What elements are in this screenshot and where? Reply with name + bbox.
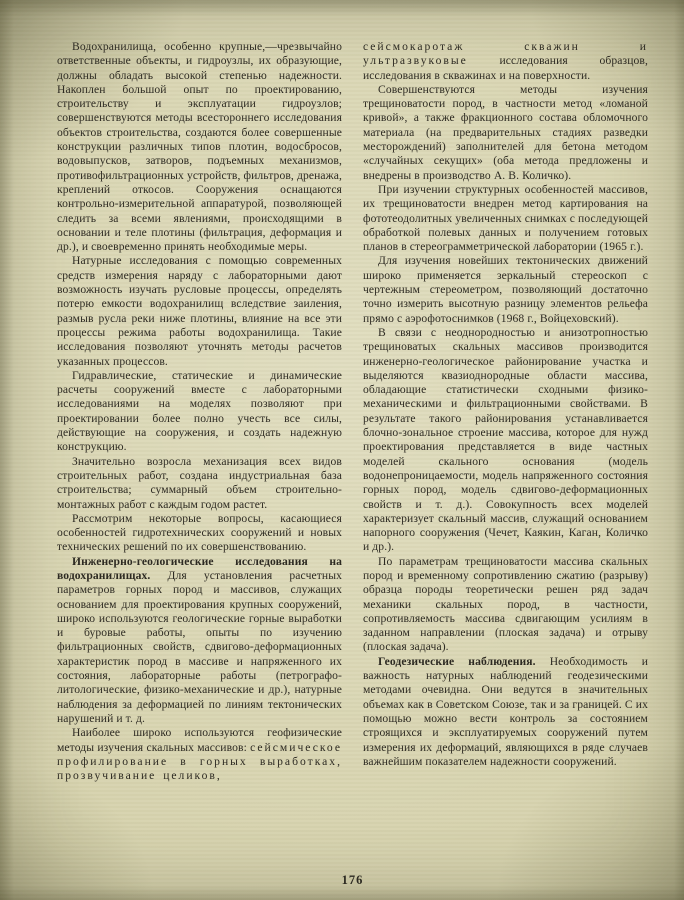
paragraph xyxy=(57,726,342,783)
text-segment: При изучении структурных особенностей массивов, их трещиноватости внедрен метод картирования на фототеодолитных увеличенных снимках с последующей обработкой полевых данных и получением готовых планов в стереограмметрической лаборатории (1965 г.). xyxy=(363,182,648,254)
run-in-heading: Инженерно-геологические исследования на водохранилищах. xyxy=(57,554,342,582)
text-segment: исследования образцов, исследования в скважинах и на поверхности. xyxy=(363,54,648,82)
text-segment: Натурные исследования с помощью современных средств измерения наряду с лабораторными дают возможность изучать русловые процессы, определять потерю емкости водохранилищ вследствие заиления, размыв русла реки ниже плотины, влияние на все эти процессы режима работы водохранилища. Такие исследования позволяют уточнять методы расчетов указанных процессов. xyxy=(57,254,342,368)
paragraph xyxy=(57,512,342,555)
text-segment: Гидравлические, статические и динамические расчеты сооружений вместе с лабораторными исследованиями на моделях позволяют при проектировании более полно учесть все силы, действующие на сооружения, и создать надежную конструкцию. xyxy=(57,368,342,454)
text-segment: Для изучения новейших тектонических движений широко применяется зеркальный стереоскоп с чертежным стереометром, позволяющий достаточно точно измерить высотную разницу элементов рельефа прямо с аэрофотоснимков (1968 г., Войцеховский). xyxy=(363,254,648,325)
page-number: 176 xyxy=(341,873,364,887)
left-column xyxy=(57,40,342,783)
paragraph xyxy=(363,183,648,254)
text-block xyxy=(57,40,648,783)
paragraph xyxy=(363,555,648,655)
paragraph xyxy=(57,254,342,368)
text-segment: В связи с неоднородностью и анизотропностью трещиноватых скальных массивов производится инженерно-геологическое районирование участка и выделяются квазиоднородные области массива, обладающие статистически сходными физико-механическими и фильтрационными свойствами. В результате такого районирования устанавливается блочно-зональное строение массива, которое для нужд проектирования представляется в виде частных моделей скального основания (модель водонепроницаемости, модель напряженного состояния горных пород, модель сдвигово-деформационных свойств и т. д.). Совокупность всех моделей характеризует скальный массив, служащий основанием напорного сооружения (Чечет, Каякин, Каган, Количко и др.). xyxy=(363,325,648,554)
paragraph xyxy=(363,326,648,555)
paragraph xyxy=(57,369,342,455)
text-segment: Необходимость и важность натурных наблюдений геодезическими методами очевидна. Они ведутся в значительных объемах как в Советском Союзе, так и за границей. С их помощью можно вести контроль за состоянием строящихся и эксплуатируемых сооружений путем измерения их деформаций, являющихся в ряде случаев важнейшим показателем надежности сооружений. xyxy=(363,654,649,768)
paragraph xyxy=(57,40,342,254)
text-segment: Рассмотрим некоторые вопросы, касающиеся особенностей гидротехнических сооружений и новых технических решений по их совершенствованию. xyxy=(57,511,342,554)
text-segment: По параметрам трещиноватости массива скальных пород и временному сопротивлению сжатию (разрыву) образца породы теоретически решен ряд задач механики скальных пород, в частности, сопротивляемость массива сдвигающим усилиям в заданном направлении (плоская задача) и отрыву (плоская задача). xyxy=(363,554,648,654)
right-column xyxy=(363,40,648,783)
text-segment: сейсмокаротаж скважин и ультразвуковые xyxy=(363,40,648,68)
paragraph xyxy=(57,555,342,727)
run-in-heading: Геодезические наблюдения. xyxy=(378,654,536,668)
text-segment: Значительно возросла механизация всех видов строительных работ, создана индустриальная база строительства; суммарный объем строительно-монтажных работ с каждым годом растет. xyxy=(57,454,342,511)
paragraph xyxy=(363,83,648,183)
paragraph xyxy=(57,455,342,512)
text-segment: сейсмическое профилирование в горных выработках, прозвучивание целиков, xyxy=(57,740,342,783)
paragraph xyxy=(363,40,648,83)
text-segment: Водохранилища, особенно крупные,—чрезвычайно ответственные объекты, и гидроузлы, их образующие, должны обладать высокой степенью надежности. Накоплен большой опыт по проектированию, строительству и эксплуатации гидроузлов; совершенствуются методы всестороннего исследования объектов строительства, создаются более совершенные конструкции различных типов плотин, водосбросов, водовыпусков, затворов, подъемных механизмов, противофильтрационных устройств, фильтров, дренажа, креплений откосов. Сооружения оснащаются контрольно-измерительной аппаратурой, позволяющей следить за всеми явлениями, происходящими в основании и теле плотины (фильтрация, деформация и др.), и своевременно принять необходимые меры. xyxy=(57,40,342,254)
paragraph xyxy=(363,655,648,769)
text-segment: Совершенствуются методы изучения трещиноватости пород, в частности метод «ломаной кривой», а также фракционного состава обломочного материала (на предварительных стадиях разведки месторождений) заполнителей для бетона методом «случайных секущих» (оба метода предложены и внедрены в производство А. В. Количко). xyxy=(363,82,648,182)
text-segment: Для установления расчетных параметров горных пород и массивов, служащих основанием для проектирования крупных сооружений, широко используются геологические горные выработки и буровые работы, опыты по изучению фильтрационных свойств, сдвигово-деформационных характеристик пород в массиве и напряженного их состояния, лабораторные работы (петрографо-литологические, физико-механические и др.), натурные наблюдения за деформацией по линиям тектонических нарушений и т. д. xyxy=(57,568,342,725)
text-segment: Наиболее широко используются геофизические методы изучения скальных массивов: xyxy=(57,726,342,754)
paragraph xyxy=(363,254,648,325)
